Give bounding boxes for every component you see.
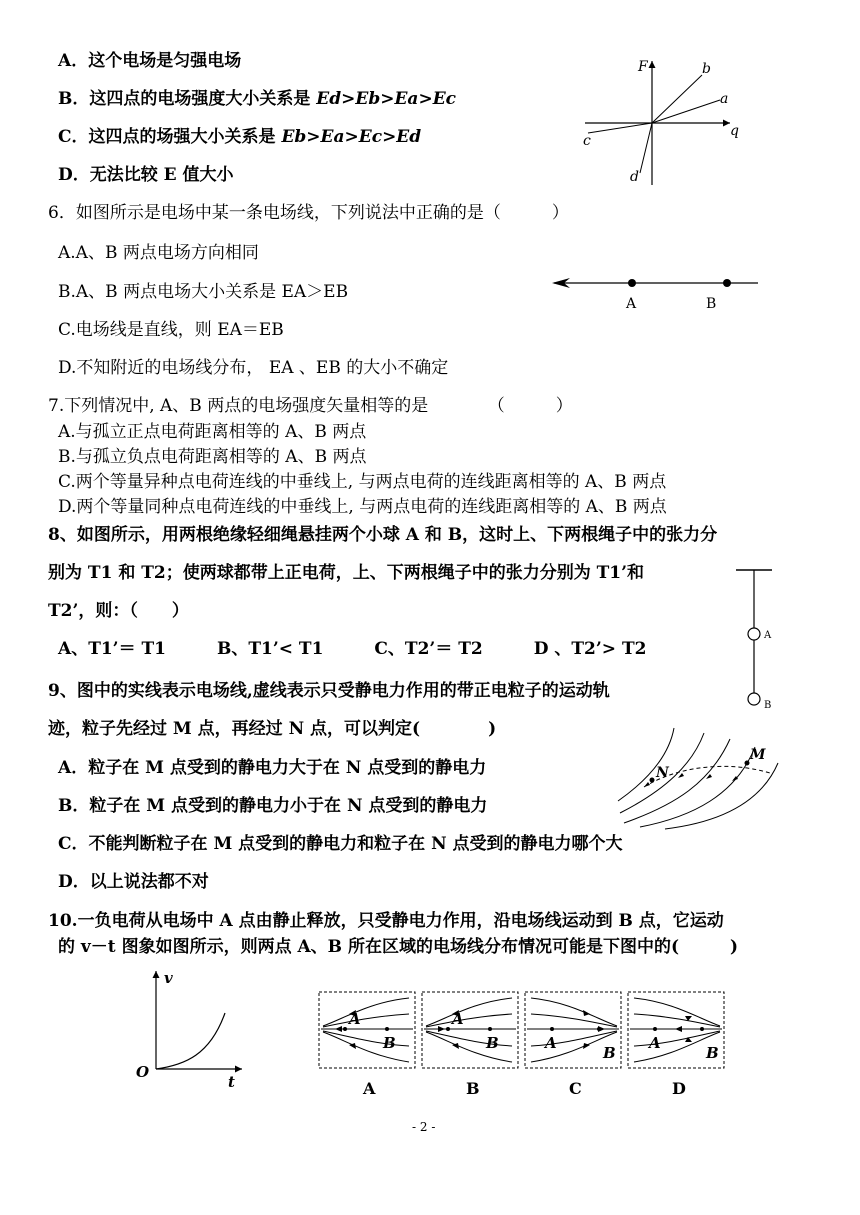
q10-panel-b [422,992,518,1098]
q10-vt-graph [130,965,250,1090]
q8-ball-a [748,628,760,640]
q5-line-d [640,123,652,173]
q7-option-b: B.与孤立负点电荷距离相等的 A、B 两点 [58,447,367,467]
q10-panel-b-line-3 [426,1031,512,1046]
q8-options: A、T1’＝ T1 B、T1’< T1 C、T2’＝ T2 D 、T2’> T2 [58,639,647,659]
q9-label-m: M [750,747,766,763]
q5-line-b [652,75,702,123]
q8-label-a: A [764,630,772,641]
q10-panel-a-border [319,992,415,1068]
q5-line-a [652,100,720,123]
q6-option-d: D.不知附近的电场线分布， EA 、EB 的大小不确定 [58,358,449,378]
q10-panel-a-label-a: A [349,1010,361,1028]
q6-option-b: B.A、B 两点电场大小关系是 EA＞EB [58,282,349,302]
q10-panel-d-point-b [700,1027,704,1031]
q5-option-b-text: B．这四点的电场强度大小关系是 [58,89,311,109]
q8-hanging-balls [730,562,790,712]
q10-option-panels [315,988,735,1098]
q10-panel-b-label-a: A [452,1010,464,1028]
q6-option-a: A.A、B 两点电场方向相同 [58,243,259,263]
q6-point-b [723,279,731,287]
q10-panel-a-point-b [385,1027,389,1031]
q6-stem: 6．如图所示是电场中某一条电场线，下列说法中正确的是（ ） [48,203,569,223]
q6-label-a: A [626,296,637,312]
q8-ball-b [748,693,760,705]
q5-label-a: a [720,91,729,107]
q10-panel-a-line-1 [323,998,409,1026]
q8-line2: 别为 T1 和 T2；使两球都带上正电荷，上、下两根绳子中的张力分别为 T1’和 [48,563,645,583]
q9-line1: 9、图中的实线表示电场线,虚线表示只受静电力作用的带正电粒子的运动轨 [48,681,610,701]
q10-panel-b-point-b [488,1027,492,1031]
q10-panel-b-point-a [446,1027,450,1031]
q5-label-d: d [630,169,639,185]
q10-panel-d-line-1 [634,998,720,1026]
q10-label-t: t [228,1073,235,1090]
q10-panel-d-label-a: A [649,1034,661,1052]
q10-label-v: v [164,969,173,987]
q9-label-n: N [656,765,669,781]
q10-panel-d-arrow [675,1026,682,1032]
q10-vt-curve [156,1013,225,1069]
q9-arrow-1 [644,782,650,787]
q10-label-o: O [136,1063,150,1081]
q9-option-a: A．粒子在 M 点受到的静电力大于在 N 点受到的静电力 [58,758,487,778]
q10-panel-d-caption: D [672,1079,686,1098]
q9-field-line-4 [640,747,755,827]
q9-field-line-3 [624,739,730,823]
q8-label-b: B [764,700,772,711]
q10-panel-c-caption: C [569,1079,582,1098]
q10-panel-c-label-a: A [545,1034,557,1052]
q7-option-c: C.两个等量异种点电荷连线的中垂线上, 与两点电荷的连线距离相等的 A、B 两点 [58,472,667,492]
q10-panel-c-point-a [550,1027,554,1031]
q10-panel-d [628,992,724,1098]
q10-panel-c [525,992,621,1098]
q10-panel-d-label-b: B [706,1044,719,1062]
q10-panel-a-point-a [343,1027,347,1031]
q9-option-c: C．不能判断粒子在 M 点受到的静电力和粒子在 N 点受到的静电力哪个大 [58,834,623,854]
q10-panel-c-arrow-top [583,1010,590,1016]
q6-field-line [548,270,763,315]
q7-option-a: A.与孤立正点电荷距离相等的 A、B 两点 [58,422,367,442]
q10-line2: 的 v－t 图象如图所示，则两点 A、B 所在区域的电场线分布情况可能是下图中的( ) [58,937,739,957]
q5-option-c-relation: Eb>Ea>Ec>Ed [281,127,422,147]
q10-panel-b-arrow [438,1026,445,1032]
q8-line3: T2’，则：（ ） [48,601,189,621]
q9-point-n [650,778,655,783]
q10-panel-a-caption: A [363,1079,376,1098]
q9-field-figure [610,725,785,830]
q5-label-b: b [702,61,711,77]
q7-stem: 7.下列情况中, A、B 两点的电场强度矢量相等的是 （ ） [48,396,573,416]
page-number: - 2 - [412,1120,436,1134]
q5-option-c-text: C．这四点的场强大小关系是 [58,127,276,147]
q9-option-d: D．以上说法都不对 [58,872,209,892]
q5-option-c [58,126,421,148]
q10-panel-a-arrow [335,1026,342,1032]
q6-point-a [628,279,636,287]
q8-line1: 8、如图所示，用两根绝缘轻细绳悬挂两个小球 A 和 B，这时上、下两根绳子中的张力分 [48,525,718,545]
q5-label-q: q [730,123,739,139]
q10-line1: 10.一负电荷从电场中 A 点由静止释放，只受静电力作用，沿电场线运动到 B 点，它运动 [48,911,724,931]
q10-panel-a-line-4 [323,1032,409,1062]
q9-option-b: B．粒子在 M 点受到的静电力小于在 N 点受到的静电力 [58,796,488,816]
q9-line2: 迹，粒子先经过 M 点，再经过 N 点，可以判定( ) [48,719,497,739]
q10-panel-b-caption: B [466,1079,480,1098]
q9-point-m [745,761,750,766]
q10-panel-a-line-3 [323,1031,409,1046]
q5-label-f: F [638,59,648,75]
q10-panel-a-label-b: B [383,1034,396,1052]
q6-option-c: C.电场线是直线，则 EA＝EB [58,320,284,340]
q10-panel-c-point-b [597,1027,601,1031]
q9-arrow-2 [678,773,684,778]
q7-option-d: D.两个等量同种点电荷连线的中垂线上, 与两点电荷的连线距离相等的 A、B 两点 [58,497,667,517]
q10-panel-b-line-1 [426,998,512,1026]
q10-panel-b-border [422,992,518,1068]
q5-fq-graph [580,55,750,190]
q5-label-c: c [583,133,591,149]
q5-option-b [58,88,456,110]
q6-label-b: B [706,296,717,312]
q5-option-d: D．无法比较 E 值大小 [58,165,234,185]
q10-panel-b-label-b: B [486,1034,499,1052]
q5-option-b-relation: Ed>Eb>Ea>Ec [316,89,456,109]
q5-line-c [588,123,652,133]
q10-panel-b-line-4 [426,1032,512,1062]
q10-panel-a [319,992,415,1098]
q10-panel-c-label-b: B [603,1044,616,1062]
q5-option-a: A．这个电场是匀强电场 [58,51,242,71]
q10-panel-d-point-a [653,1027,657,1031]
q10-panel-c-line-1 [531,998,617,1026]
